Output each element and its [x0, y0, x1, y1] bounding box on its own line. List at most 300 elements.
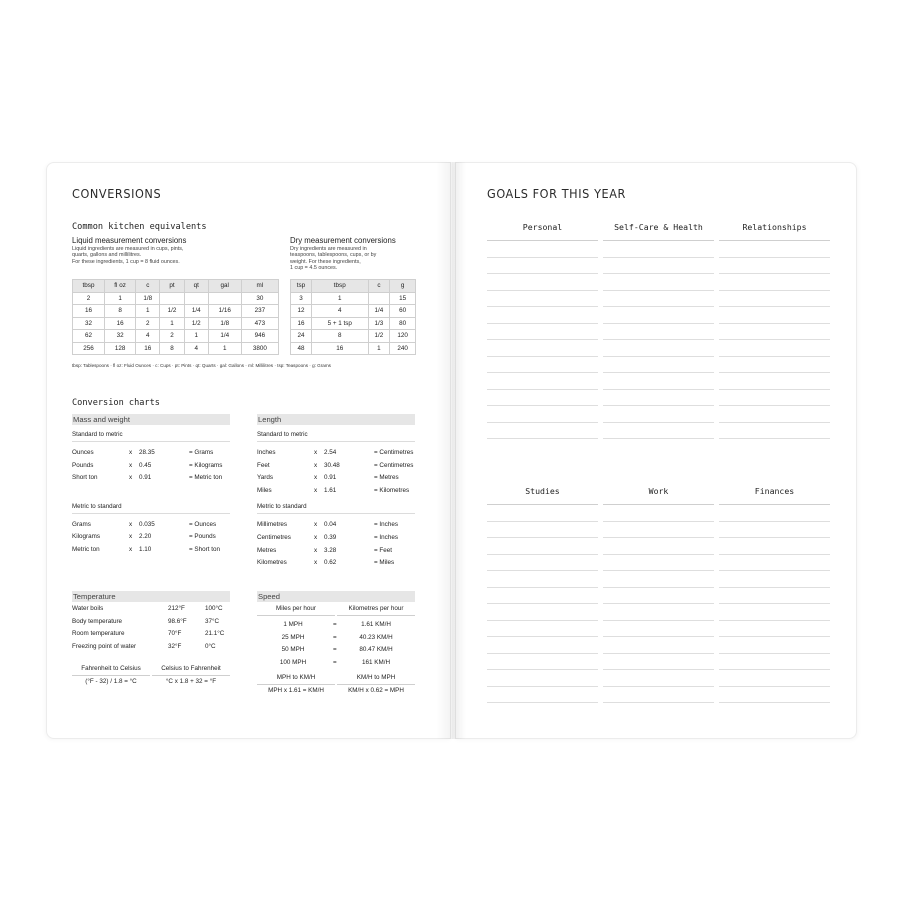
temperature-section — [72, 591, 230, 695]
goal-writing-line — [487, 340, 598, 357]
liquid-table-cell: 32 — [105, 330, 136, 343]
dry-table-cell: 1/4 — [368, 305, 390, 318]
dry-header-cell: tsp — [291, 280, 312, 293]
goal-writing-line — [603, 357, 714, 374]
conversion-cell: x — [314, 474, 318, 482]
liquid-table-cell: 62 — [73, 330, 105, 343]
speed-mph: 1 MPH — [283, 621, 303, 628]
goal-writing-line — [603, 571, 714, 588]
goal-writing-line — [719, 291, 830, 308]
conversion-cell: x — [314, 521, 318, 529]
speed-mph: 25 MPH — [281, 633, 305, 641]
conversion-cell: Short ton — [72, 474, 98, 482]
goal-writing-line — [603, 340, 714, 357]
conversion-cell: = Short ton — [189, 545, 220, 553]
liquid-desc-line: Liquid ingredients are measured in cups, pints, — [72, 246, 184, 252]
dry-heading: Dry measurement conversions — [290, 236, 396, 245]
conversion-row — [257, 545, 415, 558]
goal-writing-line — [487, 324, 598, 341]
goal-writing-line — [487, 373, 598, 390]
goal-writing-line — [603, 522, 714, 539]
goals-title: GOALS FOR THIS YEAR — [487, 186, 626, 201]
goal-writing-line — [719, 406, 830, 423]
conversion-cell: Pounds — [72, 461, 94, 469]
temperature-cell: 212°F — [168, 605, 185, 612]
goal-writing-line — [719, 621, 830, 638]
conversions-title: CONVERSIONS — [72, 186, 162, 201]
conversion-cell: = Pounds — [189, 533, 216, 541]
liquid-header-cell: tbsp — [73, 280, 105, 293]
liquid-header-cell: c — [136, 280, 160, 293]
speed-mph: 100 MPH — [279, 658, 307, 666]
dry-table-cell: 240 — [390, 342, 416, 355]
goal-writing-line — [487, 241, 598, 258]
conversion-cell: x — [129, 533, 133, 541]
speed-equals: = — [333, 646, 337, 654]
goal-writing-line — [487, 390, 598, 407]
conversion-row — [257, 460, 415, 473]
temperature-cell: Room temperature — [72, 630, 125, 638]
liquid-table-cell: 16 — [105, 317, 136, 330]
liquid-table-cell — [184, 292, 208, 305]
goal-column-heading: Relationships — [742, 222, 807, 232]
conversion-cell: = Inches — [374, 533, 398, 541]
liquid-table-cell: 128 — [105, 342, 136, 355]
dry-table-cell: 16 — [291, 317, 312, 330]
goal-writing-line — [603, 588, 714, 605]
goal-writing-line — [487, 258, 598, 275]
conversion-cell: 0.035 — [139, 520, 155, 528]
conversion-row — [257, 447, 415, 460]
conversion-cell: x — [314, 533, 318, 541]
conversion-cell: 0.04 — [324, 521, 337, 529]
goal-writing-line — [603, 274, 714, 291]
dry-table-header — [291, 280, 416, 293]
goal-writing-line — [719, 637, 830, 654]
conversion-cell: Millimetres — [257, 521, 288, 529]
dry-desc-line: teaspoons, tablespoons, cups, or by — [290, 252, 377, 259]
conversion-row — [72, 472, 230, 485]
conversion-cell: = Centimetres — [374, 449, 414, 456]
goal-writing-line — [603, 390, 714, 407]
abbreviation-legend: tbsp: Tablespoons · fl oz: Fluid Ounces · c: Cups · pt: Pints · qt: Quarts · gal: Gallons · ml: Millilitres · tsp: Teaspoons · g: Grams — [72, 363, 331, 368]
conversion-cell: x — [129, 520, 133, 528]
mass-rows-metric — [72, 519, 230, 557]
speed-kmh: 40.23 KM/H — [359, 633, 393, 641]
speed-kmh: 80.47 KM/H — [359, 646, 393, 654]
conversion-cell: = Metric ton — [189, 474, 223, 482]
liquid-table-cell: 1 — [160, 317, 184, 330]
conversion-cell: = Kilometres — [374, 486, 410, 494]
liquid-heading: Liquid measurement conversions — [72, 236, 187, 245]
speed-equals: = — [333, 621, 337, 628]
speed-formulas — [257, 674, 415, 704]
conversion-cell: 0.45 — [139, 461, 152, 469]
dry-table-cell: 5 + 1 tsp — [311, 317, 368, 330]
dry-header-cell: tbsp — [311, 280, 368, 293]
speed-row — [257, 632, 415, 645]
dry-table-cell: 1/2 — [368, 330, 390, 343]
liquid-table-cell: 1/8 — [208, 317, 241, 330]
mass-weight-heading: Mass and weight — [72, 414, 230, 425]
temperature-heading: Temperature — [72, 591, 230, 602]
goal-column — [719, 486, 830, 703]
dry-table-cell: 4 — [311, 305, 368, 318]
conversion-cell: x — [314, 559, 318, 567]
conversion-cell: x — [314, 546, 318, 554]
dry-table-cell: 1/3 — [368, 317, 390, 330]
dry-table-cell: 48 — [291, 342, 312, 355]
mass-weight-section — [72, 414, 230, 557]
temperature-rows — [72, 603, 230, 653]
goal-writing-line — [719, 357, 830, 374]
liquid-table-cell: 3800 — [241, 342, 278, 355]
conversion-row — [72, 544, 230, 557]
liquid-table-cell: 2 — [73, 292, 105, 305]
mph-to-kmh-formula: MPH x 1.61 = KM/H — [268, 687, 324, 695]
liquid-table-header — [73, 280, 279, 293]
goal-column-heading: Personal — [522, 222, 563, 232]
temperature-cell: Body temperature — [72, 617, 123, 625]
mph-to-kmh-label: MPH to KM/H — [257, 674, 335, 685]
length-rows-metric — [257, 519, 415, 569]
speed-rows — [257, 619, 415, 669]
speed-heading: Speed — [257, 591, 415, 602]
c-to-f-formula: °C x 1.8 + 32 = °F — [165, 678, 217, 686]
conversion-cell: 3.28 — [324, 546, 337, 554]
conversion-cell: 30.48 — [324, 461, 340, 469]
goal-column-heading: Finances — [754, 486, 795, 496]
conversion-cell: x — [314, 461, 318, 469]
f-to-c-formula: (°F - 32) / 1.8 = °C — [85, 678, 137, 686]
conversion-cell: Kilometres — [257, 559, 287, 567]
length-metric-to-standard: Metric to standard — [257, 503, 415, 514]
goal-writing-line — [487, 654, 598, 671]
dry-table-cell: 120 — [390, 330, 416, 343]
goal-writing-line — [603, 555, 714, 572]
liquid-header-cell: qt — [184, 280, 208, 293]
liquid-table-cell: 1/2 — [184, 317, 208, 330]
goal-writing-line — [719, 654, 830, 671]
temperature-cell: 37°C — [205, 617, 220, 625]
conversion-cell: = Kilograms — [189, 461, 223, 469]
dry-table-row — [291, 292, 416, 305]
conversion-cell: 0.91 — [139, 474, 152, 482]
temperature-cell: 21.1°C — [205, 630, 225, 638]
goal-writing-line — [603, 258, 714, 275]
goal-writing-line — [719, 307, 830, 324]
goal-writing-line — [487, 538, 598, 555]
conversion-cell: 2.20 — [139, 533, 152, 541]
conversion-cell: Ounces — [72, 449, 94, 456]
liquid-table-cell: 32 — [73, 317, 105, 330]
temperature-row — [72, 616, 230, 629]
goal-writing-line — [487, 555, 598, 572]
dry-table-cell: 80 — [390, 317, 416, 330]
goal-writing-line — [719, 571, 830, 588]
conversion-cell: x — [129, 449, 133, 456]
liquid-header-cell: fl oz — [105, 280, 136, 293]
conversion-row — [257, 532, 415, 545]
liquid-table-cell: 4 — [184, 342, 208, 355]
dry-table-row — [291, 342, 416, 355]
liquid-table-cell: 1 — [105, 292, 136, 305]
conversion-cell: 0.62 — [324, 559, 337, 567]
liquid-table-cell: 16 — [136, 342, 160, 355]
liquid-table-cell: 1 — [184, 330, 208, 343]
liquid-table-cell — [160, 292, 184, 305]
length-section — [257, 414, 415, 570]
kitchen-equivalents-title: Common kitchen equivalents — [72, 222, 207, 232]
temperature-formulas — [72, 665, 230, 695]
dry-header-cell: c — [368, 280, 390, 293]
mph-column-header: Miles per hour — [257, 605, 335, 616]
goal-writing-line — [603, 324, 714, 341]
goal-writing-line — [719, 258, 830, 275]
liquid-header-cell: gal — [208, 280, 241, 293]
liquid-table-cell: 1/16 — [208, 305, 241, 318]
liquid-table-cell — [208, 292, 241, 305]
liquid-table-cell: 1/4 — [208, 330, 241, 343]
goal-writing-line — [603, 373, 714, 390]
conversion-cell: Yards — [257, 474, 273, 482]
goal-column — [487, 486, 598, 703]
dry-table-cell: 1 — [368, 342, 390, 355]
mass-metric-to-standard: Metric to standard — [72, 503, 230, 514]
goal-writing-line — [603, 406, 714, 423]
temperature-row — [72, 641, 230, 654]
speed-section — [257, 591, 415, 704]
length-standard-to-metric: Standard to metric — [257, 431, 415, 442]
length-rows-standard — [257, 447, 415, 497]
temperature-cell: 70°F — [168, 630, 182, 638]
goal-writing-line — [719, 588, 830, 605]
kmh-to-mph-label: KM/H to MPH — [337, 674, 415, 685]
dry-table-cell: 1 — [311, 292, 368, 305]
goal-writing-line — [603, 621, 714, 638]
liquid-table-cell: 4 — [136, 330, 160, 343]
goal-column — [487, 222, 598, 439]
liquid-table-row — [73, 292, 279, 305]
liquid-table-cell: 1/8 — [136, 292, 160, 305]
speed-mph: 50 MPH — [281, 646, 305, 654]
goal-writing-line — [487, 588, 598, 605]
conversion-row — [257, 472, 415, 485]
conversion-row — [257, 485, 415, 498]
liquid-table-row — [73, 317, 279, 330]
goal-writing-line — [603, 654, 714, 671]
goal-column-heading: Work — [648, 486, 669, 496]
goal-writing-line — [719, 522, 830, 539]
goal-writing-line — [719, 324, 830, 341]
dry-table-row — [291, 305, 416, 318]
speed-kmh: 1.61 KM/H — [361, 621, 391, 628]
goal-writing-line — [719, 604, 830, 621]
temperature-cell: 98.6°F — [168, 617, 187, 625]
goal-writing-line — [719, 505, 830, 522]
conversion-row — [72, 447, 230, 460]
goal-writing-line — [719, 538, 830, 555]
liquid-table-cell: 2 — [136, 317, 160, 330]
goal-writing-line — [487, 406, 598, 423]
goal-writing-line — [603, 670, 714, 687]
goal-writing-line — [719, 670, 830, 687]
f-to-c-label: Fahrenheit to Celsius — [72, 665, 150, 676]
conversion-cell: = Miles — [374, 559, 395, 567]
goal-writing-line — [719, 340, 830, 357]
goal-writing-line — [603, 423, 714, 440]
dry-desc-line: weight. For these ingredients, — [290, 258, 361, 265]
length-heading: Length — [257, 414, 415, 425]
goal-writing-line — [719, 423, 830, 440]
temperature-row — [72, 603, 230, 616]
goal-writing-line — [719, 390, 830, 407]
conversion-cell: Metric ton — [72, 545, 100, 553]
goal-writing-line — [603, 291, 714, 308]
kmh-to-mph-formula: KM/H x 0.62 = MPH — [348, 687, 404, 695]
goal-writing-line — [487, 423, 598, 440]
conversion-cell: Grams — [72, 520, 91, 528]
dry-table-row — [291, 330, 416, 343]
speed-column-headers — [257, 605, 415, 619]
dry-table-cell: 60 — [390, 305, 416, 318]
conversion-cell: = Centimetres — [374, 461, 414, 469]
conversion-cell: = Inches — [374, 521, 398, 529]
dry-desc-line: 1 cup = 4.5 ounces. — [290, 264, 338, 271]
goal-writing-line — [719, 241, 830, 258]
conversion-row — [72, 531, 230, 544]
goal-writing-line — [487, 621, 598, 638]
conversion-cell: Kilograms — [72, 533, 100, 541]
goal-writing-line — [603, 604, 714, 621]
liquid-desc-line: quarts, gallons and millilitres. — [72, 252, 142, 259]
temperature-cell: 32°F — [168, 642, 182, 650]
conversion-cell: Miles — [257, 486, 272, 494]
conversion-cell: = Feet — [374, 546, 393, 554]
goal-writing-line — [487, 687, 598, 704]
dry-table-cell: 15 — [390, 292, 416, 305]
dry-table-cell: 16 — [311, 342, 368, 355]
liquid-header-cell: ml — [241, 280, 278, 293]
conversion-row — [257, 557, 415, 570]
conversion-cell: 0.39 — [324, 533, 337, 541]
liquid-conversion-table — [72, 279, 279, 355]
conversion-cell: 2.54 — [324, 449, 337, 456]
liquid-table-cell: 1 — [136, 305, 160, 318]
goal-writing-line — [603, 687, 714, 704]
liquid-table-cell: 1/2 — [160, 305, 184, 318]
conversion-row — [257, 519, 415, 532]
goal-writing-line — [487, 571, 598, 588]
conversion-charts-title: Conversion charts — [72, 398, 160, 408]
goal-column — [603, 222, 714, 439]
conversion-cell: = Ounces — [189, 520, 217, 528]
temperature-cell: 100°C — [205, 605, 223, 612]
conversion-cell: 28.35 — [139, 449, 155, 456]
liquid-table-cell: 1/4 — [184, 305, 208, 318]
goal-column — [719, 222, 830, 439]
dry-desc-line: Dry ingredients are measured in — [290, 246, 367, 252]
goal-writing-line — [603, 637, 714, 654]
liquid-description — [72, 246, 242, 265]
goal-writing-line — [719, 373, 830, 390]
conversion-cell: x — [314, 486, 318, 494]
liquid-header-cell: pt — [160, 280, 184, 293]
conversion-row — [72, 519, 230, 532]
dry-table-cell: 8 — [311, 330, 368, 343]
liquid-table-cell: 256 — [73, 342, 105, 355]
goal-column-heading: Self-Care & Health — [614, 222, 703, 232]
conversion-cell: Feet — [257, 461, 270, 469]
goal-writing-line — [487, 505, 598, 522]
goal-writing-line — [487, 357, 598, 374]
goal-writing-line — [603, 307, 714, 324]
liquid-table-cell: 473 — [241, 317, 278, 330]
conversion-cell: 0.91 — [324, 474, 337, 482]
goal-column-heading: Studies — [525, 486, 560, 496]
speed-equals: = — [333, 658, 337, 666]
liquid-table-row — [73, 330, 279, 343]
conversion-cell: = Grams — [189, 449, 214, 456]
dry-header-cell: g — [390, 280, 416, 293]
liquid-table-cell: 2 — [160, 330, 184, 343]
conversion-cell: x — [314, 449, 318, 456]
dry-table-cell: 24 — [291, 330, 312, 343]
goal-writing-line — [603, 241, 714, 258]
conversion-cell: Inches — [257, 449, 276, 456]
liquid-table-row — [73, 342, 279, 355]
temperature-cell: 0°C — [205, 642, 216, 650]
conversion-cell: 1.10 — [139, 545, 152, 553]
dry-conversion-table — [290, 279, 416, 355]
liquid-table-cell: 237 — [241, 305, 278, 318]
mass-rows-standard — [72, 447, 230, 485]
goal-column — [603, 486, 714, 703]
kmh-column-header: Kilometres per hour — [337, 605, 415, 616]
mass-standard-to-metric: Standard to metric — [72, 431, 230, 442]
speed-row — [257, 644, 415, 657]
speed-kmh: 161 KM/H — [362, 658, 390, 666]
conversion-cell: Centimetres — [257, 533, 291, 541]
temperature-row — [72, 628, 230, 641]
goal-writing-line — [719, 274, 830, 291]
liquid-table-row — [73, 305, 279, 318]
speed-row — [257, 657, 415, 670]
dry-table-cell: 12 — [291, 305, 312, 318]
liquid-table-cell: 946 — [241, 330, 278, 343]
conversion-cell: Metres — [257, 546, 277, 554]
goal-writing-line — [487, 637, 598, 654]
speed-row — [257, 619, 415, 632]
goal-writing-line — [603, 505, 714, 522]
goal-writing-line — [487, 522, 598, 539]
temperature-cell: Water boils — [72, 605, 104, 612]
dry-description — [290, 246, 420, 271]
conversion-cell: x — [129, 474, 133, 482]
conversion-row — [72, 460, 230, 473]
liquid-table-cell: 16 — [73, 305, 105, 318]
goal-writing-line — [719, 687, 830, 704]
temperature-cell: Freezing point of water — [72, 642, 137, 650]
conversion-cell: = Metres — [374, 474, 399, 482]
goal-writing-line — [719, 555, 830, 572]
goal-writing-line — [487, 307, 598, 324]
dry-table-cell — [368, 292, 390, 305]
goal-writing-line — [487, 604, 598, 621]
conversion-cell: x — [129, 461, 133, 469]
goal-writing-line — [487, 274, 598, 291]
goal-writing-line — [487, 670, 598, 687]
